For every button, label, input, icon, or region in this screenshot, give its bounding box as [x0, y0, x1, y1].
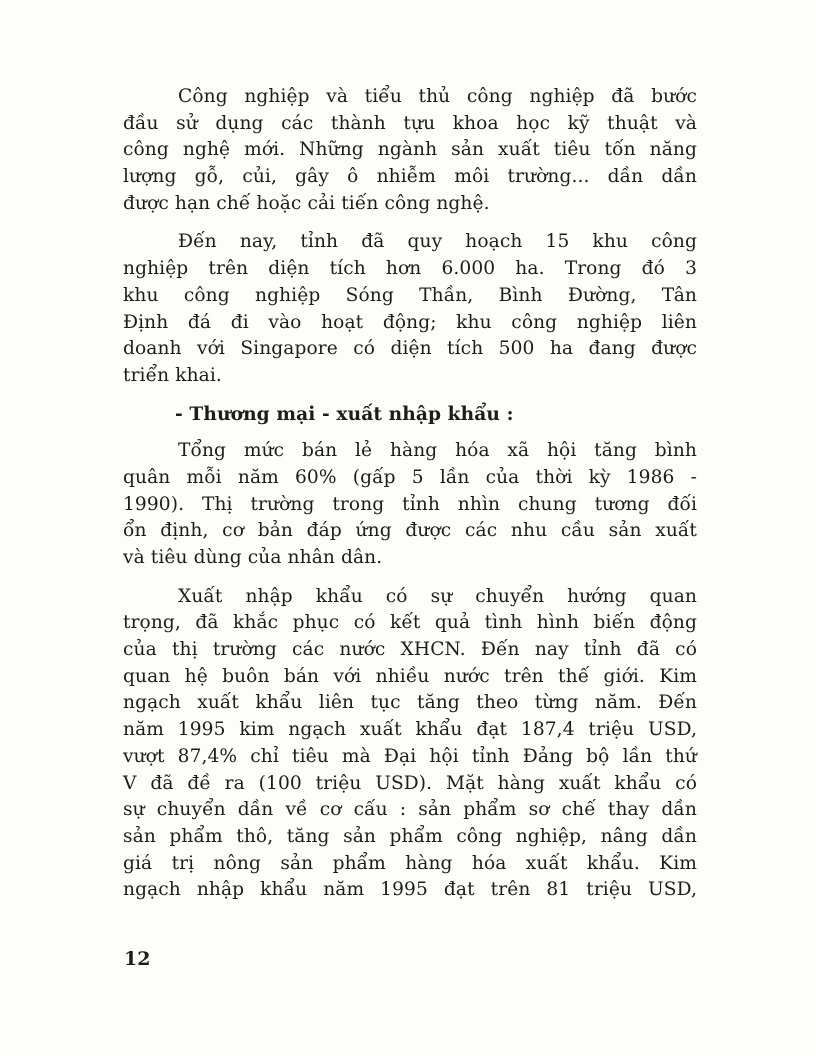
paragraph-retail [123, 438, 697, 571]
text-line: đầu sử dụng các thành tựu khoa học kỹ thuật và [123, 112, 697, 134]
text-line: nghiệp trên diện tích hơn 6.000 ha. Trong đó 3 [123, 258, 697, 280]
text-line: sự chuyển dần về cơ cấu : sản phẩm sơ chế thay dần [123, 799, 697, 821]
text-line: công nghệ mới. Những ngành sản xuất tiêu tốn năng [123, 139, 697, 161]
text-line: Định đá đi vào hoạt động; khu công nghiệp liên [123, 311, 697, 333]
text-line: doanh với Singapore có diện tích 500 ha đang được [123, 338, 697, 360]
text-line: ngạch nhập khẩu năm 1995 đạt trên 81 triệu USD, [123, 879, 697, 901]
page-number: 12 [124, 948, 151, 970]
text-line: Xuất nhập khẩu có sự chuyển hướng quan [178, 585, 697, 607]
text-line: Đến nay, tỉnh đã quy hoạch 15 khu công [178, 231, 697, 253]
text-line: ngạch xuất khẩu liên tục tăng theo từng năm. Đến [123, 692, 697, 714]
text-line: lượng gỗ, củi, gây ô nhiễm môi trường... dần dần [123, 166, 697, 188]
text-line: và tiêu dùng của nhân dân. [123, 547, 383, 568]
text-line: trọng, đã khắc phục có kết quả tình hình biến động [123, 612, 697, 634]
text-line: giá trị nông sản phẩm hàng hóa xuất khẩu. Kim [123, 852, 697, 874]
text-line: ổn định, cơ bản đáp ứng được các nhu cầu sản xuất [123, 520, 697, 542]
text-line: 1990). Thị trường trong tỉnh nhìn chung tương đối [123, 493, 697, 515]
text-line: của thị trường các nước XHCN. Đến nay tỉnh đã có [123, 639, 697, 661]
text-line: sản phẩm thô, tăng sản phẩm công nghiệp, nâng dần [123, 825, 697, 847]
text-line: Công nghiệp và tiểu thủ công nghiệp đã bước [178, 86, 697, 107]
text-line: triển khai. [123, 364, 222, 386]
text-line: V đã đề ra (100 triệu USD). Mặt hàng xuất khẩu có [123, 772, 697, 794]
page-body [123, 84, 697, 916]
text-line: Tổng mức bán lẻ hàng hóa xã hội tăng bình [178, 440, 697, 462]
text-line: năm 1995 kim ngạch xuất khẩu đạt 187,4 triệu USD, [123, 719, 697, 741]
text-line: quân mỗi năm 60% (gấp 5 lần của thời kỳ 1986 - [123, 466, 697, 488]
text-line: được hạn chế hoặc cải tiến công nghệ. [123, 192, 490, 214]
paragraph-import-export [123, 584, 697, 904]
text-line: quan hệ buôn bán với nhiều nước trên thế giới. Kim [123, 665, 697, 687]
text-line: vượt 87,4% chỉ tiêu mà Đại hội tỉnh Đảng bộ lần thứ [123, 745, 697, 767]
paragraph-industry [123, 84, 697, 217]
text-line: khu công nghiệp Sóng Thần, Bình Đường, Tân [123, 284, 697, 306]
section-heading: - Thương mại - xuất nhập khẩu : [175, 403, 514, 425]
paragraph-industrial-zones [123, 229, 697, 389]
